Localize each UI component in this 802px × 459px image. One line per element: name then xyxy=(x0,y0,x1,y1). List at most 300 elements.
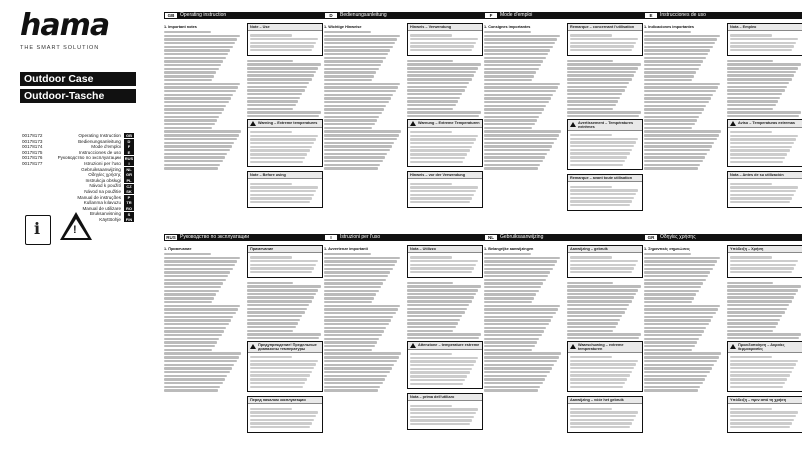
language-label: Bruksanvisning xyxy=(89,211,121,217)
language-section xyxy=(324,12,484,212)
text-line xyxy=(247,93,302,95)
section-language-code: GR xyxy=(645,235,657,240)
text-line xyxy=(570,49,632,51)
box-body xyxy=(568,353,642,391)
section-text xyxy=(484,245,562,437)
section-header xyxy=(324,234,484,241)
text-line xyxy=(164,60,223,62)
text-line xyxy=(727,82,789,84)
text-line xyxy=(407,311,465,313)
text-line xyxy=(644,134,719,136)
box-title: Warning – Extreme temperatures xyxy=(258,121,318,126)
text-line xyxy=(730,135,798,137)
text-line xyxy=(727,71,796,73)
text-line xyxy=(164,108,224,110)
text-line xyxy=(644,371,710,373)
text-line xyxy=(164,352,241,354)
text-line xyxy=(410,383,463,385)
language-code-badge: P xyxy=(124,195,134,200)
text-line xyxy=(730,49,792,51)
text-line xyxy=(484,101,549,103)
text-line xyxy=(730,411,798,413)
text-line xyxy=(730,267,794,269)
text-line xyxy=(570,374,630,376)
text-line xyxy=(250,374,310,376)
language-label: Käyttöohje xyxy=(99,216,121,222)
text-line xyxy=(164,316,233,318)
text-line xyxy=(250,382,305,384)
text-line xyxy=(407,100,458,102)
text-line xyxy=(730,386,783,388)
box-heading xyxy=(728,342,802,353)
text-line xyxy=(324,90,396,92)
box-body xyxy=(408,350,482,388)
text-line xyxy=(164,260,237,262)
text-line xyxy=(324,378,385,380)
box-body xyxy=(728,404,802,431)
text-line xyxy=(730,131,772,133)
box-heading xyxy=(728,24,802,31)
text-line xyxy=(164,38,237,40)
text-line xyxy=(484,341,537,343)
box-body xyxy=(408,401,482,428)
text-line xyxy=(644,42,715,44)
text-line xyxy=(730,415,796,417)
box-heading xyxy=(248,24,322,31)
warning-icon xyxy=(570,122,576,127)
text-line xyxy=(644,378,705,380)
text-line xyxy=(727,293,796,295)
note-box xyxy=(407,393,483,429)
box-heading xyxy=(248,172,322,179)
text-line xyxy=(164,160,223,162)
text-line xyxy=(324,352,401,354)
text-line xyxy=(164,375,227,377)
text-line xyxy=(484,108,544,110)
box-title: Avertissement – Températures extrêmes xyxy=(578,120,634,129)
text-line xyxy=(250,197,312,199)
text-line xyxy=(644,49,710,51)
box-title: Nota – Empleo xyxy=(730,25,757,29)
text-line xyxy=(730,38,798,40)
text-line xyxy=(324,149,390,151)
text-line xyxy=(247,82,309,84)
text-line xyxy=(324,167,378,169)
text-line xyxy=(570,419,634,421)
text-line xyxy=(324,282,383,284)
box-title: Предупреждение! Предельные диапазоны температуры xyxy=(258,342,317,351)
text-line xyxy=(567,63,641,65)
text-line xyxy=(410,416,474,418)
text-line xyxy=(164,46,233,48)
text-line xyxy=(644,138,717,140)
text-line xyxy=(570,164,623,166)
text-line xyxy=(484,160,543,162)
text-line xyxy=(407,296,474,298)
text-line xyxy=(644,286,701,288)
box-body xyxy=(728,179,802,206)
text-line xyxy=(164,356,239,358)
text-line xyxy=(727,333,801,335)
text-line xyxy=(644,338,699,340)
text-line xyxy=(484,275,548,277)
text-line xyxy=(410,375,467,377)
text-line xyxy=(324,305,400,307)
text-line xyxy=(247,296,314,298)
text-line xyxy=(727,93,782,95)
text-line xyxy=(164,149,230,151)
text-line xyxy=(644,297,694,299)
text-line xyxy=(484,312,556,314)
text-line xyxy=(484,282,543,284)
text-line xyxy=(567,315,622,317)
text-line xyxy=(730,34,772,36)
text-line xyxy=(164,134,239,136)
text-line xyxy=(324,371,390,373)
text-line xyxy=(407,282,453,284)
section-header xyxy=(164,12,324,19)
language-code-badge: GB xyxy=(126,133,132,139)
text-line xyxy=(644,268,713,270)
text-line xyxy=(484,164,540,166)
text-line xyxy=(570,363,636,365)
text-line xyxy=(407,60,453,62)
text-line xyxy=(484,31,531,33)
section-title: Instrucciones de uso xyxy=(660,12,706,18)
text-line xyxy=(484,134,559,136)
text-line xyxy=(727,296,794,298)
text-line xyxy=(484,371,550,373)
text-line xyxy=(324,123,375,125)
text-line xyxy=(644,327,706,329)
section-title: Bedienungsanleitung xyxy=(340,12,387,18)
text-line xyxy=(324,145,392,147)
text-line xyxy=(247,285,321,287)
text-line xyxy=(247,86,307,88)
text-line xyxy=(247,71,316,73)
text-line xyxy=(410,357,478,359)
text-line xyxy=(644,60,703,62)
text-line xyxy=(410,371,470,373)
text-line xyxy=(407,63,481,65)
text-line xyxy=(484,356,559,358)
text-line xyxy=(410,201,470,203)
box-title: Attenzione – temperature estreme xyxy=(418,343,480,348)
text-line xyxy=(410,149,470,151)
text-line xyxy=(410,49,472,51)
text-line xyxy=(484,253,531,255)
text-line xyxy=(484,345,535,347)
section-boxes xyxy=(407,245,483,434)
section-title: Istruzioni per l'uso xyxy=(340,234,381,240)
text-line xyxy=(324,275,388,277)
text-line xyxy=(407,289,478,291)
text-line xyxy=(410,368,472,370)
box-title: Warnung – Extreme Temperaturen xyxy=(418,121,480,126)
text-line xyxy=(644,90,716,92)
text-line xyxy=(644,153,707,155)
text-line xyxy=(410,146,472,148)
text-line xyxy=(410,405,452,407)
text-line xyxy=(484,71,536,73)
text-line xyxy=(164,389,218,391)
text-line xyxy=(484,94,553,96)
text-line xyxy=(567,308,627,310)
text-line xyxy=(570,356,612,358)
text-line xyxy=(730,142,794,144)
warning-box xyxy=(727,341,802,392)
box-body xyxy=(248,404,322,431)
text-line xyxy=(727,115,799,117)
text-line xyxy=(407,326,456,328)
text-line xyxy=(250,422,312,424)
text-line xyxy=(324,127,372,129)
box-heading xyxy=(728,172,802,179)
text-line xyxy=(324,31,371,33)
language-label: Bedienungsanleitung xyxy=(78,138,121,144)
text-line xyxy=(727,111,801,113)
text-line xyxy=(250,363,316,365)
text-line xyxy=(250,378,307,380)
text-line xyxy=(570,42,636,44)
section-boxes xyxy=(407,23,483,212)
text-line xyxy=(730,271,792,273)
section-text xyxy=(644,23,722,212)
text-line xyxy=(250,183,292,185)
text-line xyxy=(727,60,773,62)
section-text xyxy=(644,245,722,437)
text-line xyxy=(247,111,321,113)
text-line xyxy=(410,360,476,362)
text-line xyxy=(247,308,307,310)
note-box xyxy=(407,245,483,278)
text-line xyxy=(484,112,542,114)
text-line xyxy=(484,83,560,85)
text-line xyxy=(644,305,720,307)
text-line xyxy=(570,271,632,273)
text-line xyxy=(164,97,231,99)
text-line xyxy=(324,53,388,55)
text-line xyxy=(644,290,699,292)
text-line xyxy=(570,193,636,195)
text-line xyxy=(484,279,546,281)
text-line xyxy=(250,149,310,151)
text-line xyxy=(164,49,230,51)
text-line xyxy=(410,135,478,137)
text-line xyxy=(410,379,465,381)
text-line xyxy=(324,364,394,366)
text-line xyxy=(410,38,478,40)
section-language-code: D xyxy=(325,13,337,18)
box-title: Remarque – concernant l'utilisation xyxy=(570,25,635,29)
section-text xyxy=(164,245,242,437)
text-line xyxy=(324,116,379,118)
text-line xyxy=(164,64,221,66)
text-line xyxy=(407,319,460,321)
text-line xyxy=(644,130,721,132)
text-line xyxy=(567,108,613,110)
text-line xyxy=(407,93,462,95)
text-line xyxy=(730,356,772,358)
text-line xyxy=(570,141,636,143)
box-heading xyxy=(728,246,802,253)
read-manual-icon xyxy=(25,215,51,245)
text-line xyxy=(484,367,552,369)
text-line xyxy=(250,264,316,266)
text-line xyxy=(567,337,639,339)
text-line xyxy=(567,86,627,88)
language-code-badge: E xyxy=(124,150,134,155)
text-line xyxy=(247,60,293,62)
text-line xyxy=(324,101,389,103)
text-line xyxy=(484,60,543,62)
language-code-badge: I xyxy=(124,161,134,166)
text-line xyxy=(484,156,545,158)
text-line xyxy=(324,112,382,114)
text-line xyxy=(324,293,376,295)
text-line xyxy=(730,153,787,155)
text-line xyxy=(410,419,472,421)
text-line xyxy=(324,94,393,96)
text-line xyxy=(567,71,636,73)
text-line xyxy=(250,386,303,388)
text-line xyxy=(250,135,318,137)
text-line xyxy=(570,204,630,206)
text-line xyxy=(324,290,379,292)
text-line xyxy=(250,356,292,358)
text-line xyxy=(644,341,697,343)
text-line xyxy=(410,42,476,44)
note-box xyxy=(567,396,643,432)
text-line xyxy=(644,382,703,384)
text-line xyxy=(730,201,790,203)
text-line xyxy=(324,105,386,107)
text-line xyxy=(164,253,211,255)
text-line xyxy=(247,300,312,302)
text-line xyxy=(484,123,535,125)
text-line xyxy=(644,356,719,358)
text-line xyxy=(730,422,792,424)
text-line xyxy=(164,35,240,37)
text-line xyxy=(164,42,235,44)
text-line xyxy=(250,360,318,362)
text-line xyxy=(644,38,717,40)
text-line xyxy=(484,364,554,366)
text-line xyxy=(567,282,613,284)
warning-icon xyxy=(410,343,416,348)
text-line xyxy=(570,186,612,188)
text-line xyxy=(484,360,557,362)
text-line xyxy=(567,322,618,324)
text-line xyxy=(644,330,704,332)
text-line xyxy=(730,360,798,362)
text-line xyxy=(570,149,632,151)
text-line xyxy=(570,256,612,258)
box-body xyxy=(568,253,642,277)
text-line xyxy=(324,301,372,303)
text-line xyxy=(644,167,698,169)
section-language-code: NL xyxy=(485,235,497,240)
text-line xyxy=(410,142,474,144)
text-line xyxy=(730,194,794,196)
text-line xyxy=(164,138,237,140)
text-line xyxy=(324,312,396,314)
text-line xyxy=(164,305,240,307)
warning-icon xyxy=(250,344,256,349)
text-line xyxy=(164,338,219,340)
text-line xyxy=(484,75,534,77)
box-heading xyxy=(728,120,802,128)
text-line xyxy=(484,57,546,59)
text-line xyxy=(324,42,395,44)
language-label: Návod na použitie xyxy=(84,188,121,194)
box-heading xyxy=(568,24,642,31)
text-line xyxy=(484,142,554,144)
text-line xyxy=(484,264,555,266)
text-line xyxy=(164,257,240,259)
text-line xyxy=(324,75,374,77)
text-line xyxy=(250,34,292,36)
box-body xyxy=(248,253,322,277)
text-line xyxy=(164,367,232,369)
text-line xyxy=(410,131,452,133)
box-heading xyxy=(408,172,482,179)
text-line xyxy=(164,57,226,59)
box-body xyxy=(568,182,642,209)
text-line xyxy=(644,53,708,55)
text-line xyxy=(407,104,456,106)
box-heading xyxy=(728,397,802,404)
article-number: 00178172 xyxy=(22,133,43,138)
box-title: Hinweis – vor der Verwendung xyxy=(410,173,466,178)
text-line xyxy=(644,260,717,262)
box-title: Υπόδειξη – Χρήση xyxy=(730,247,764,251)
text-line xyxy=(410,190,476,192)
warning-icon xyxy=(250,121,256,126)
text-line xyxy=(484,119,537,121)
text-line xyxy=(644,75,694,77)
text-line xyxy=(407,82,469,84)
text-line xyxy=(407,71,476,73)
text-line xyxy=(410,153,467,155)
text-line xyxy=(727,67,798,69)
text-line xyxy=(644,97,711,99)
box-title: Перед началом эксплуатации xyxy=(250,398,306,403)
box-heading xyxy=(248,120,322,128)
warning-icon xyxy=(410,121,416,126)
text-line xyxy=(644,293,696,295)
text-line xyxy=(164,293,216,295)
article-number: 00178176 xyxy=(22,155,43,161)
text-line xyxy=(164,119,217,121)
box-body xyxy=(728,353,802,391)
text-line xyxy=(644,35,720,37)
text-line xyxy=(410,353,452,355)
note-box xyxy=(407,23,483,56)
text-line xyxy=(324,130,401,132)
box-body xyxy=(728,253,802,277)
language-label: Руководство по эксплуатации xyxy=(57,155,121,161)
text-line xyxy=(407,315,462,317)
text-line xyxy=(567,111,641,113)
text-line xyxy=(570,415,636,417)
text-line xyxy=(644,94,713,96)
text-line xyxy=(324,286,381,288)
section-language-code: GB xyxy=(165,13,177,18)
box-heading xyxy=(408,120,482,128)
text-line xyxy=(250,271,312,273)
box-body xyxy=(568,404,642,431)
